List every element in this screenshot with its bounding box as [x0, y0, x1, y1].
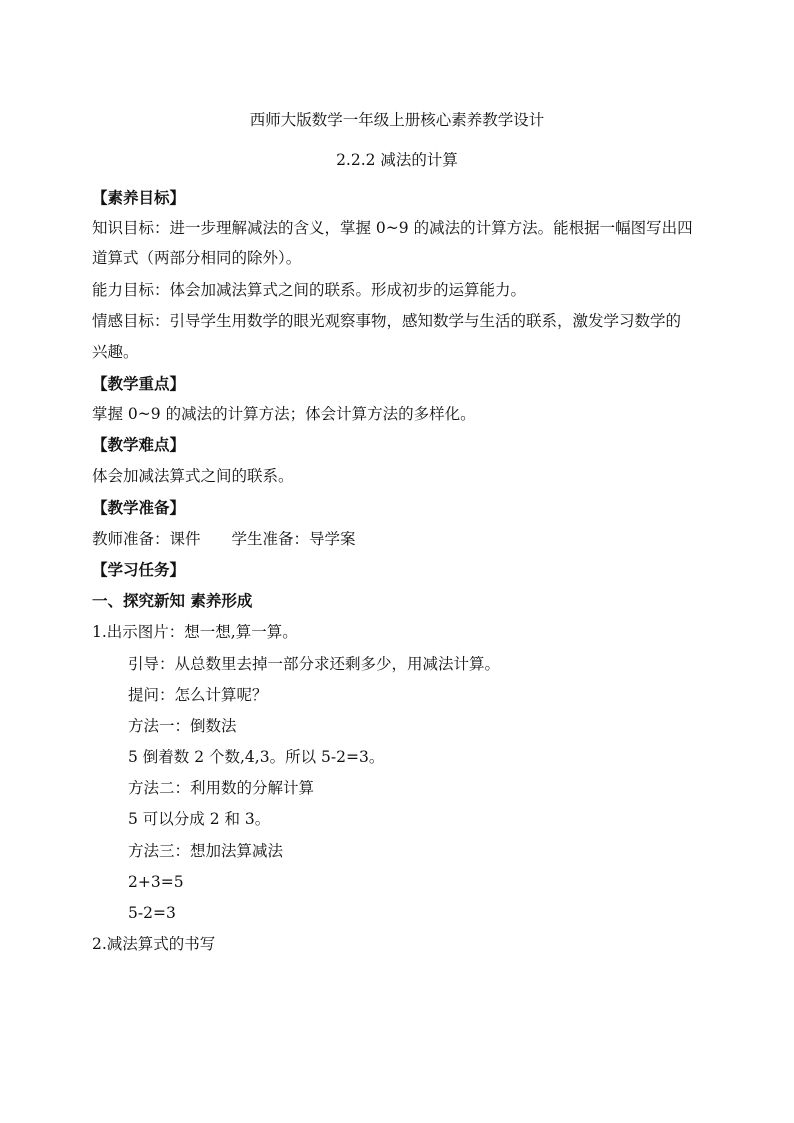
key-points-text: 掌握 0~9 的减法的计算方法；体会计算方法的多样化。 — [92, 405, 476, 423]
prep-text: 教师准备：课件 学生准备：导学案 — [92, 530, 356, 548]
emotion-goal-line2: 兴趣。 — [92, 343, 139, 361]
knowledge-goal-line1: 知识目标：进一步理解减法的含义，掌握 0~9 的减法的计算方法。能根据一幅图写出四 — [92, 219, 693, 237]
prep-heading: 【教学准备】 — [92, 498, 186, 517]
ability-goal: 能力目标：体会加减法算式之间的联系。形成初步的运算能力。 — [92, 281, 527, 299]
method2-label: 方法二：利用数的分解计算 — [128, 779, 315, 797]
question-text: 提问：怎么计算呢？ — [128, 686, 268, 704]
document-title: 西师大版数学一年级上册核心素养教学设计 — [249, 111, 545, 129]
lesson-title: 2.2.2 减法的计算 — [336, 151, 458, 169]
item2-text: 2.减法算式的书写 — [92, 935, 216, 953]
goals-heading: 【素养目标】 — [92, 188, 186, 207]
knowledge-goal-line2: 道算式（两部分相同的除外）。 — [92, 249, 302, 267]
method3-equation-2: 5-2=3 — [128, 904, 176, 922]
key-points-heading: 【教学重点】 — [92, 374, 186, 393]
method1-detail: 5 倒着数 2 个数,4,3。所以 5-2=3。 — [128, 748, 385, 766]
part1-heading: 一、探究新知 素养形成 — [92, 591, 253, 610]
difficulty-heading: 【教学难点】 — [92, 435, 186, 454]
method3-equation-1: 2+3=5 — [128, 873, 184, 891]
method1-label: 方法一：倒数法 — [128, 717, 237, 735]
tasks-heading: 【学习任务】 — [92, 560, 186, 579]
item1-text: 1.出示图片：想一想,算一算。 — [92, 623, 298, 641]
emotion-goal-line1: 情感目标：引导学生用数学的眼光观察事物，感知数学与生活的联系，激发学习数学的 — [92, 312, 682, 330]
guide-text: 引导：从总数里去掉一部分求还剩多少，用减法计算。 — [128, 655, 501, 673]
difficulty-text: 体会加减法算式之间的联系。 — [92, 467, 294, 485]
method2-detail: 5 可以分成 2 和 3。 — [128, 810, 271, 828]
method3-label: 方法三：想加法算减法 — [128, 842, 284, 860]
